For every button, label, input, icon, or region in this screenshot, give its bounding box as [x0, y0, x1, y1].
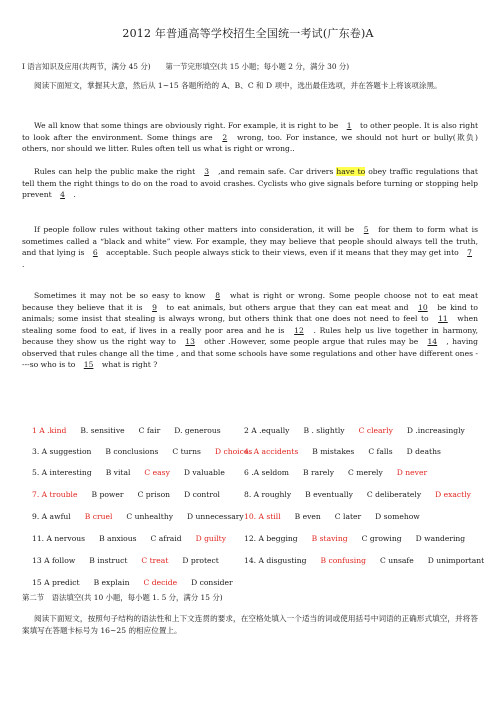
blank-11: 11 [438, 314, 448, 323]
paragraph-4: Sometimes it may not be so easy to know 8 what is right or wrong. Some people choose not to eat meat because they believe that it is 9 to eat animals, but others argue that they can eat meat and 10 be kind to animals; some insist that stealing is always wrong, but others think that one does not need to feel to 11 when stealing some food to eat, if lives in a really poor area and he is 12 . Rules help us live together in harmony, because they show us the right way to 13 other .However, some people argue that rules may be 14 , having observed that rules change all the time , and that some schools have some regulations and other have different ones ----so who is to 15 what is right ? [22, 291, 478, 369]
option-choice: 15 A predict [32, 578, 80, 587]
option-group-left [32, 489, 222, 501]
option-choice: D never [396, 468, 428, 477]
option-choice: 6 .A seldom [244, 468, 290, 477]
option-group-right [244, 555, 486, 567]
highlighted-text: have to [336, 167, 366, 176]
blank-2: 2 [222, 132, 228, 142]
paragraph-3: If people follow rules without taking other matters into consideration, it will be 5 for them to form what is sometimes called a “black and white” view. For example, they may believe that people should always tell the truth, and that lying is 6 acceptable. Such people always stick to their views, even if it means that they may get into 7 . [22, 225, 479, 269]
option-choice: C merely [348, 468, 383, 477]
option-choice: D protect [182, 556, 219, 565]
option-choice: B explain [93, 578, 130, 587]
option-choice: B mistakes [312, 447, 355, 456]
blank-6: 6 [92, 248, 98, 257]
instructions: 阅读下面短文，掌握其大意，然后从 1~15 各题所给的 A、B、C 和 D 项中，选出最佳选项，并在答题卡上将该项涂黑。 [34, 81, 442, 90]
option-choice: B. sensitive [80, 426, 125, 435]
section-header: I 语言知识及应用(共两节，满分 45 分) 第一节完形填空(共 15 小题；每小题 2 分，满分 30 分) [22, 62, 350, 71]
paragraph-2: Rules can help the public make the right 3 ,and remain safe. Car drivers have to obey traffic regulations that tell them the right things to do on the road to avoid crashes. Cyclists who give signals before turning or stopping help prevent 4 . [22, 167, 478, 199]
option-choice: 8. A roughly [244, 490, 292, 499]
option-choice: B . slightly [303, 426, 345, 435]
option-choice: 9. A awful [32, 512, 71, 521]
option-choice: 5. A interesting [32, 468, 92, 477]
option-choice: B conclusions [105, 447, 159, 456]
option-choice: 12. A begging [244, 534, 298, 543]
exam-title: 2012 年普通高等学校招生全国统一考试(广东卷)A [122, 27, 374, 40]
blank-4: 4 [60, 190, 65, 199]
option-choice: B confusing [320, 556, 366, 565]
option-group-left [32, 467, 227, 479]
option-choice: 1 A .kind [32, 426, 67, 435]
option-choice: D control [184, 490, 220, 499]
option-choice: D. generous [174, 426, 221, 435]
option-choice: C clearly [358, 426, 393, 435]
option-group-left [32, 577, 235, 589]
blank-1: 1 [346, 121, 352, 130]
option-choice: C decide [143, 578, 178, 587]
option-group-right [244, 425, 467, 437]
option-choice: B anxious [99, 534, 137, 543]
option-group-right [244, 467, 429, 479]
option-choice: 10. A still [244, 512, 281, 521]
blank-13: 13 [185, 337, 195, 346]
blank-12: 12 [294, 325, 304, 335]
blank-3: 3 [204, 167, 210, 176]
option-choice: B eventually [305, 490, 353, 499]
blank-15: 15 [83, 360, 94, 369]
option-choice: D consider [191, 578, 233, 587]
option-choice: D deaths [406, 447, 441, 456]
option-choice: D choices [214, 447, 253, 456]
option-group-left [32, 425, 223, 437]
option-choice: C easy [144, 468, 170, 477]
option-group-left [32, 446, 254, 458]
option-choice: C prison [137, 490, 171, 499]
option-choice: D unnecessary [187, 512, 244, 521]
option-choice: B instruct [89, 556, 128, 565]
option-choice: B rarely [303, 468, 335, 477]
option-group-right [244, 511, 422, 523]
option-choice: 14. A disgusting [244, 556, 307, 565]
option-choice: C treat [141, 556, 169, 565]
blank-10: 10 [418, 302, 428, 312]
option-group-right [244, 446, 443, 458]
blank-9: 9 [152, 302, 157, 312]
option-choice: C unhealthy [126, 512, 174, 521]
option-choice: D guilty [195, 534, 227, 543]
option-choice: C unsafe [379, 556, 414, 565]
option-choice: C later [334, 512, 362, 521]
option-choice: D .increasingly [406, 426, 465, 435]
option-choice: D wandering [415, 534, 466, 543]
option-choice: D somehow [375, 512, 420, 521]
option-choice: B power [91, 490, 124, 499]
option-choice: B cruel [84, 512, 113, 521]
blank-14: 14 [427, 337, 438, 346]
option-choice: 11. A nervous [32, 534, 86, 543]
blank-8: 8 [215, 291, 221, 300]
option-choice: C turns [172, 447, 201, 456]
option-choice: C growing [361, 534, 402, 543]
option-group-right [244, 533, 467, 545]
section2-instructions: 阅读下面短文，按照句子结构的语法性和上下文连贯的要求，在空格处填入一个适当的词或使用括号中词语的正确形式填空，并将答案填写在答题卡标号为 16~25 的相应位置上。 [22, 614, 478, 635]
option-choice: 2 A .equally [244, 426, 290, 435]
option-choice: D valuable [183, 468, 225, 477]
option-choice: 13 A follow [32, 556, 76, 565]
option-choice: B staving [311, 534, 348, 543]
paragraph-1: We all know that some things are obviously right. For example, it is right to be 1 to other people. It is also right to look after the environment. Some things are 2 wrong, too. For instance, we should not hurt or bully(欺负) others, nor should we litter. Rules often tell us what is right or wrong.. [22, 121, 479, 153]
option-group-left [32, 533, 228, 545]
option-choice: 3. A suggestion [32, 447, 92, 456]
option-choice: 4. A accidents [244, 447, 299, 456]
option-choice: C falls [368, 447, 393, 456]
option-choice: C fair [138, 426, 161, 435]
option-group-right [244, 489, 473, 501]
option-choice: C deliberately [366, 490, 422, 499]
option-choice: D exactly [435, 490, 471, 499]
option-choice: D unimportant [427, 556, 485, 565]
blank-7: 7 [467, 248, 472, 257]
blank-5: 5 [363, 225, 369, 234]
option-choice: B vital [105, 468, 131, 477]
section2-header: 第二节 语法填空(共 10 小题，每小题 1. 5 分，满分 15 分) [22, 593, 223, 602]
option-choice: C afraid [150, 534, 182, 543]
option-choice: B even [294, 512, 321, 521]
option-group-left [32, 511, 246, 523]
option-group-left [32, 555, 221, 567]
option-choice: 7. A trouble [32, 490, 78, 499]
